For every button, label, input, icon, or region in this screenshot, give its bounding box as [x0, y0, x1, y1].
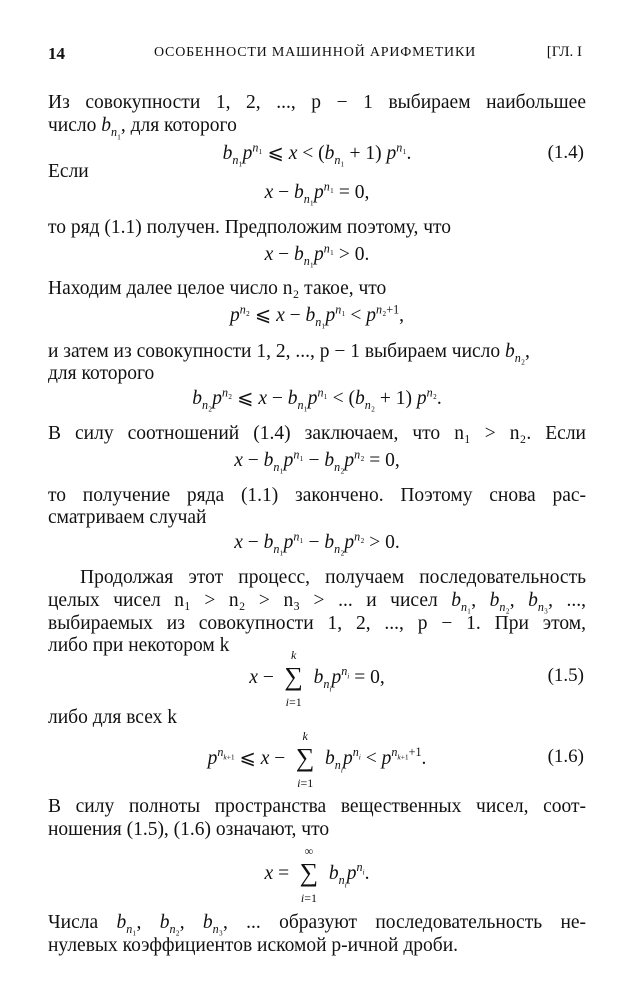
- paragraph-line: либо для всех k: [48, 707, 177, 728]
- paragraph-line: Из совокупности 1, 2, ..., p − 1 выбираем наибольшее: [48, 92, 586, 113]
- paragraph-line: выбираемых из совокупности 1, 2, ..., p − 1. При этом,: [48, 613, 586, 634]
- paragraph-line: либо при некотором k: [48, 635, 230, 656]
- equation-1-6: $p^{n_{k+1}}$ ⩽ x − k ∑ i=1 $b_{n_i}p^{n_i} < p^{n_{k+1}+1}$.: [207, 729, 427, 790]
- paragraph-line: для которого: [48, 363, 155, 384]
- equation: x = ∞ ∑ i=1 $b_{n_i}p^{n_i}$.: [264, 844, 370, 905]
- paragraph-line: Если: [48, 161, 89, 182]
- equation: $x - b_{n_1}p^{n_1} - b_{n_2}p^{n_2} > 0$.: [234, 529, 400, 556]
- paragraph-line: то получение ряда (1.1) закончено. Поэтому снова рас-: [48, 485, 586, 506]
- paragraph-line: Числа $b_{n_1}$, $b_{n_2}$, $b_{n_3}$, ... образуют последовательность не-: [48, 912, 587, 936]
- equation: $x - b_{n_1}p^{n_1} > 0$.: [264, 241, 370, 268]
- paragraph-line: сматриваем случай: [48, 507, 207, 528]
- equation: $p^{n_2}$ ⩽ $x - b_{n_1}p^{n_1} < p^{n_2+1}$,: [229, 302, 405, 329]
- page-number: 14: [48, 44, 65, 63]
- paragraph-line: то ряд (1.1) получен. Предположим поэтому, что: [48, 217, 452, 238]
- equation: $b_{n_2}p^{n_2}$ ⩽ $x - b_{n_1}p^{n_1} < (b_{n_2} + 1)$ $p^{n_2}$.: [192, 385, 442, 412]
- paragraph-line: и затем из совокупности 1, 2, ..., p − 1 выбираем число $b_{n_2}$,: [48, 341, 530, 365]
- paragraph-line: целых чисел n₁ > n₂ > n₃ > ... и чисел $b_{n_1}$, $b_{n_2}$, $b_{n_3}$, ...,: [48, 590, 587, 614]
- paragraph-line: число $b_{n_1}$, для которого: [48, 115, 237, 142]
- equation-number: (1.4): [547, 142, 584, 163]
- paragraph-line: нулевых коэффициентов искомой p-ичной дроби.: [48, 935, 459, 956]
- equation: $x - b_{n_1}p^{n_1} - b_{n_2}p^{n_2} = 0$,: [234, 447, 400, 474]
- equation: $x - b_{n_1}p^{n_1} = 0$,: [264, 179, 370, 206]
- equation-number: (1.5): [547, 665, 584, 686]
- equation-number: (1.6): [547, 746, 584, 767]
- equation-1-4: $b_{n_1}p^{n_1}$ ⩽ $x < (b_{n_1} + 1)$ $p^{n_1}$.: [222, 140, 412, 167]
- paragraph-line: В силу соотношений (1.4) заключаем, что n₁ > n₂. Если: [48, 423, 586, 444]
- paragraph-line: В силу полноты пространства вещественных чисел, соот-: [48, 796, 586, 817]
- running-title: ОСОБЕННОСТИ МАШИННОЙ АРИФМЕТИКИ: [153, 45, 477, 60]
- chapter-label: [ГЛ. I: [546, 44, 582, 60]
- equation-1-5: x − k ∑ i=1 $b_{n_i}p^{n_i} = 0$,: [249, 648, 385, 709]
- paragraph-line: Продолжая этот процесс, получаем последовательность: [80, 567, 586, 588]
- paragraph-line: Находим далее целое число n₂ такое, что: [48, 278, 387, 299]
- paragraph-line: ношения (1.5), (1.6) означают, что: [48, 819, 330, 840]
